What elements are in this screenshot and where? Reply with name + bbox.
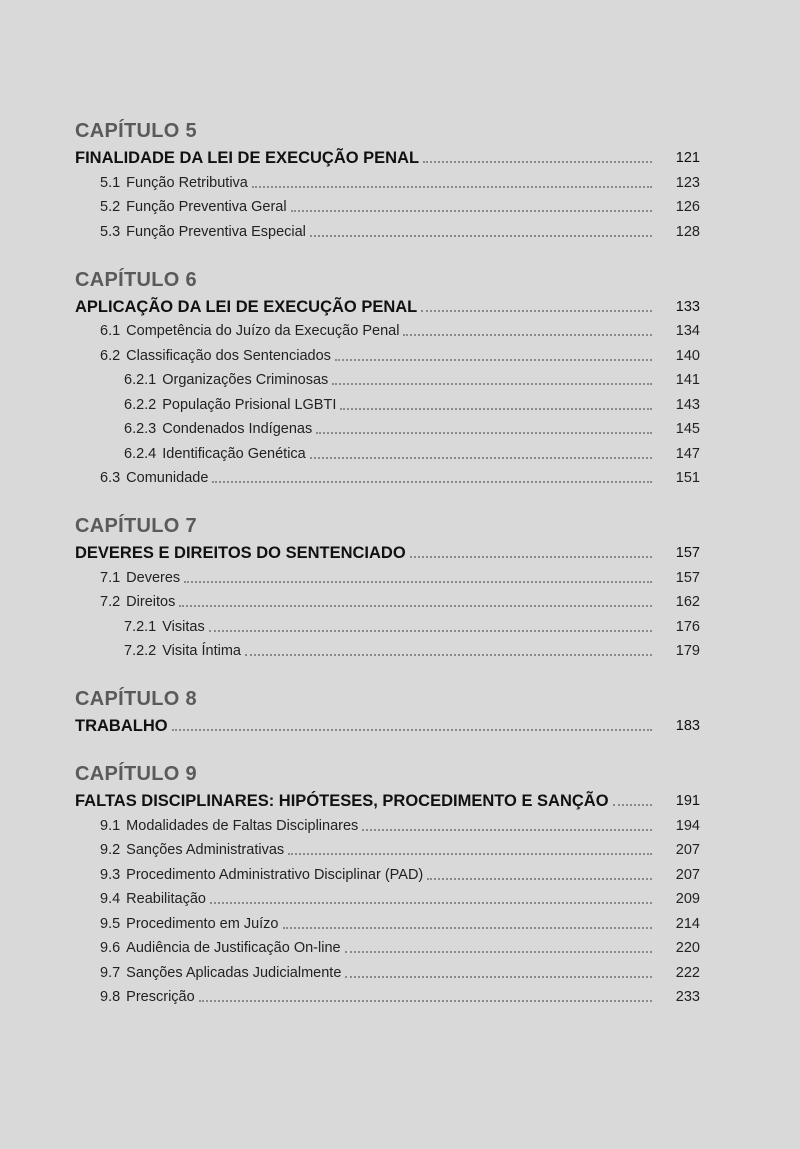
dot-leader <box>345 975 652 978</box>
dot-leader <box>283 926 653 929</box>
dot-leader <box>184 580 652 583</box>
toc-entry[interactable] <box>75 563 700 588</box>
dot-leader <box>332 382 652 385</box>
toc-entry[interactable] <box>75 439 700 464</box>
section-title: Função Retributiva <box>126 174 248 191</box>
toc-entry[interactable] <box>75 860 700 885</box>
page-number: 220 <box>675 940 700 956</box>
chapter-title-row[interactable] <box>75 144 700 168</box>
dot-leader <box>410 555 652 558</box>
section-title: Função Preventiva Especial <box>126 223 306 240</box>
toc-entry[interactable] <box>75 934 700 959</box>
toc-entry[interactable] <box>75 811 700 836</box>
section-title: Visita Íntima <box>162 643 241 659</box>
page-number: 145 <box>675 421 700 437</box>
dot-leader <box>172 728 652 731</box>
toc-entry[interactable] <box>75 885 700 910</box>
dot-leader <box>209 629 652 632</box>
chapter-label: CAPÍTULO 8 <box>75 688 197 710</box>
section-title: Condenados Indígenas <box>162 421 313 437</box>
page-number: 207 <box>675 866 700 883</box>
section-title: Procedimento em Juízo <box>126 915 279 932</box>
section-title: Deveres <box>126 569 181 586</box>
chapter-label: CAPÍTULO 6 <box>75 268 197 291</box>
toc-entry[interactable] <box>75 612 700 637</box>
chapter-label: CAPÍTULO 5 <box>75 120 197 142</box>
page-number: 214 <box>675 915 700 932</box>
section-title: Visitas <box>162 618 205 635</box>
dot-leader <box>210 901 652 904</box>
page-number: 151 <box>675 470 700 486</box>
section-number: 5.2 <box>100 199 121 215</box>
page-number: 233 <box>675 989 700 1005</box>
dot-leader <box>245 653 652 656</box>
section-number: 5.1 <box>100 174 121 191</box>
chapter-title: FALTAS DISCIPLINARES: HIPÓTESES, PROCEDIMENTO E SANÇÃO <box>75 792 609 810</box>
dot-leader <box>252 185 652 188</box>
chapter-title: DEVERES E DIREITOS DO SENTENCIADO <box>75 544 406 562</box>
section-number: 9.1 <box>100 817 121 834</box>
section-number: 6.2.3 <box>124 421 157 437</box>
dot-leader <box>403 333 652 336</box>
table-of-contents <box>75 118 700 1032</box>
section-number: 9.5 <box>100 915 121 932</box>
section-title: Competência do Juízo da Execução Penal <box>126 323 400 339</box>
section-title: Direitos <box>126 594 176 610</box>
section-title: Sanções Aplicadas Judicialmente <box>126 964 342 981</box>
chapter-title-row[interactable] <box>75 293 700 317</box>
toc-entry[interactable] <box>75 836 700 861</box>
section-title: Prescrição <box>126 989 195 1005</box>
section-title: Modalidades de Faltas Disciplinares <box>126 817 359 834</box>
page-number: 121 <box>675 150 700 166</box>
page-number: 162 <box>675 594 700 610</box>
section-number: 6.2.4 <box>124 445 157 462</box>
dot-leader <box>212 480 652 483</box>
chapter-label: CAPÍTULO 7 <box>75 515 197 537</box>
section-title: Audiência de Justificação On-line <box>126 940 341 956</box>
toc-entry[interactable] <box>75 317 700 342</box>
chapter-title-row[interactable] <box>75 787 700 811</box>
dot-leader <box>421 309 652 312</box>
dot-leader <box>310 234 652 237</box>
section-number: 5.3 <box>100 223 121 240</box>
section-number: 7.2.1 <box>124 618 157 635</box>
chapter-title: FINALIDADE DA LEI DE EXECUÇÃO PENAL <box>75 149 420 167</box>
dot-leader <box>179 604 652 607</box>
section-number: 7.1 <box>100 569 121 586</box>
chapter-section <box>75 761 700 1007</box>
toc-entry[interactable] <box>75 909 700 934</box>
page-number: 157 <box>675 569 700 586</box>
page-number: 141 <box>675 372 700 388</box>
dot-leader <box>427 877 652 880</box>
dot-leader <box>291 209 652 212</box>
chapter-title: TRABALHO <box>75 717 168 735</box>
dot-leader <box>310 456 652 459</box>
chapter-title-row[interactable] <box>75 712 700 736</box>
toc-entry[interactable] <box>75 415 700 440</box>
page-number: 157 <box>675 545 700 561</box>
section-title: Identificação Genética <box>162 445 306 462</box>
dot-leader <box>199 999 652 1002</box>
toc-entry[interactable] <box>75 341 700 366</box>
section-number: 6.2 <box>100 347 121 364</box>
section-number: 9.2 <box>100 842 121 858</box>
section-title: Classificação dos Sentenciados <box>126 347 331 364</box>
page-number: 134 <box>675 323 700 339</box>
section-number: 9.7 <box>100 964 121 981</box>
dot-leader <box>316 431 652 434</box>
section-number: 9.3 <box>100 866 121 883</box>
toc-entry[interactable] <box>75 217 700 242</box>
toc-entry[interactable] <box>75 168 700 193</box>
page-number: 183 <box>675 718 700 734</box>
page-number: 147 <box>675 445 700 462</box>
dot-leader <box>613 803 652 806</box>
dot-leader <box>288 852 652 855</box>
section-title: População Prisional LGBTI <box>162 396 337 413</box>
toc-entry[interactable] <box>75 390 700 415</box>
chapter-title: APLICAÇÃO DA LEI DE EXECUÇÃO PENAL <box>75 297 418 316</box>
toc-entry[interactable] <box>75 637 700 662</box>
page-number: 128 <box>675 223 700 240</box>
dot-leader <box>335 358 652 361</box>
page-number: 123 <box>675 174 700 191</box>
section-number: 9.4 <box>100 891 121 907</box>
section-number: 6.2.2 <box>124 396 157 413</box>
page-number: 207 <box>675 842 700 858</box>
chapter-section <box>75 513 700 661</box>
dot-leader <box>362 828 652 831</box>
page-number: 143 <box>675 396 700 413</box>
toc-entry[interactable] <box>75 958 700 983</box>
toc-entry[interactable] <box>75 983 700 1008</box>
toc-entry[interactable] <box>75 464 700 489</box>
page-number: 176 <box>675 618 700 635</box>
section-title: Sanções Administrativas <box>126 842 285 858</box>
toc-entry[interactable] <box>75 588 700 613</box>
section-title: Função Preventiva Geral <box>126 199 287 215</box>
page-number: 222 <box>675 964 700 981</box>
section-number: 7.2 <box>100 594 121 610</box>
section-number: 9.6 <box>100 940 121 956</box>
dot-leader <box>423 160 652 163</box>
chapter-section <box>75 267 700 489</box>
page-number: 133 <box>675 298 700 315</box>
section-title: Procedimento Administrativo Disciplinar (PAD) <box>126 866 424 883</box>
section-title: Organizações Criminosas <box>162 372 329 388</box>
section-number: 6.3 <box>100 470 121 486</box>
chapter-section <box>75 686 700 736</box>
page-number: 140 <box>675 347 700 364</box>
page-number: 194 <box>675 817 700 834</box>
section-title: Comunidade <box>126 470 209 486</box>
toc-entry[interactable] <box>75 366 700 391</box>
page-number: 209 <box>675 891 700 907</box>
toc-entry[interactable] <box>75 193 700 218</box>
chapter-section <box>75 118 700 242</box>
page-number: 191 <box>675 793 700 809</box>
chapter-title-row[interactable] <box>75 539 700 563</box>
section-number: 9.8 <box>100 989 121 1005</box>
section-title: Reabilitação <box>126 891 206 907</box>
chapter-label: CAPÍTULO 9 <box>75 763 197 785</box>
dot-leader <box>345 950 652 953</box>
section-number: 7.2.2 <box>124 643 157 659</box>
section-number: 6.2.1 <box>124 372 157 388</box>
section-number: 6.1 <box>100 323 121 339</box>
page-number: 179 <box>675 643 700 659</box>
dot-leader <box>340 407 652 410</box>
page-number: 126 <box>675 199 700 215</box>
